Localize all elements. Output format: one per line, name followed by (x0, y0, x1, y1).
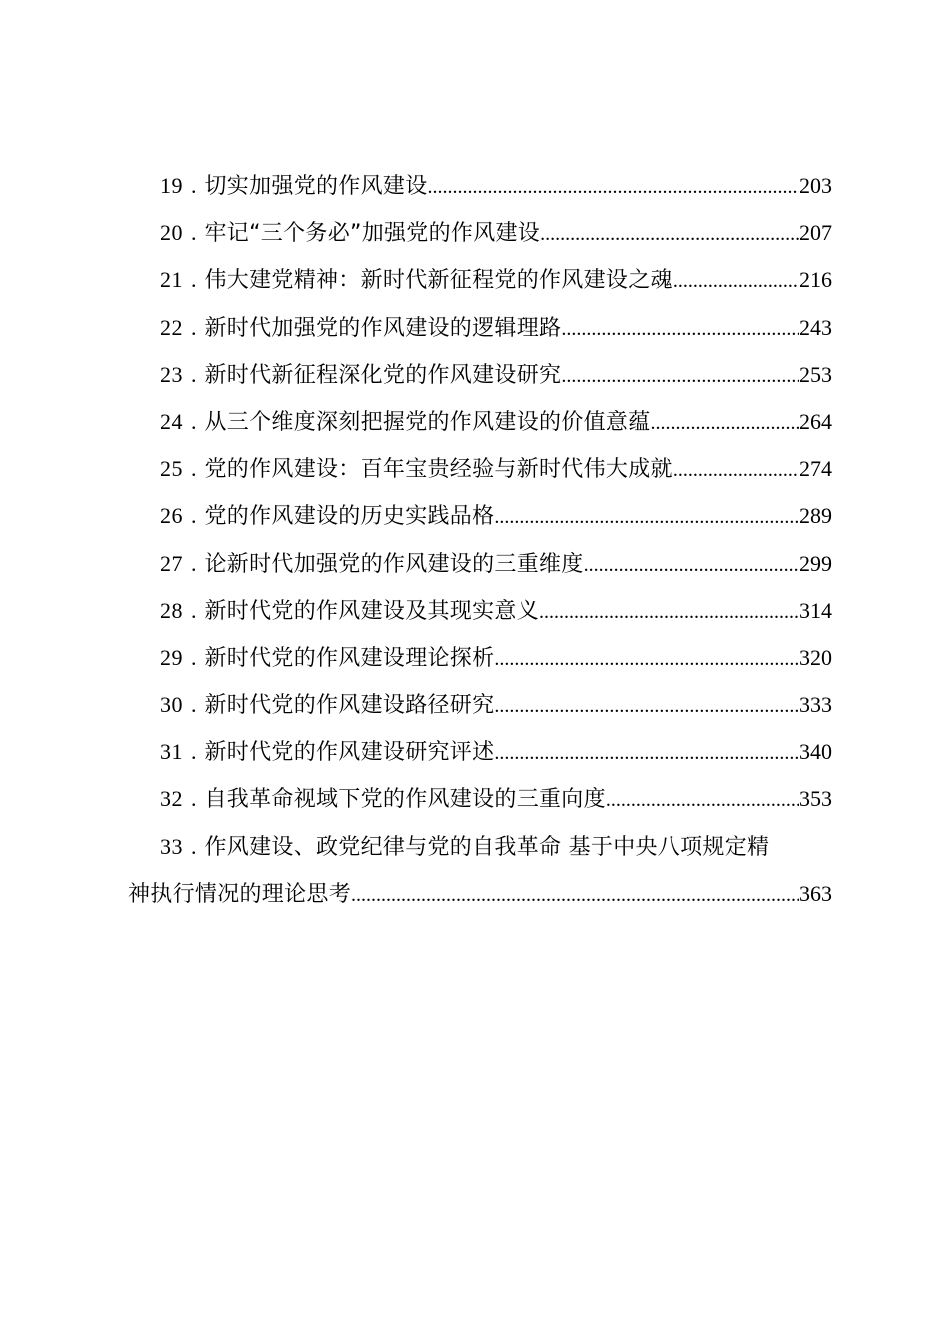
toc-entry-title: 新时代党的作风建设研究评述 (204, 740, 495, 766)
toc-entry-number: 23 (160, 361, 183, 387)
dot-leader (351, 872, 799, 919)
toc-entry-number: 21 (160, 267, 183, 293)
toc-entry[interactable] (128, 256, 832, 303)
toc-entry-number: 33 (160, 833, 183, 859)
toc-entry-title: 从三个维度深刻把握党的作风建设的价值意蕴 (204, 409, 651, 435)
toc-entry[interactable] (128, 398, 832, 445)
toc-entry[interactable] (128, 445, 832, 492)
toc-entry-title: 论新时代加强党的作风建设的三重维度 (204, 551, 584, 577)
toc-entry-number: 26 (160, 503, 183, 529)
toc-entry[interactable] (128, 540, 832, 587)
toc-entry-separator: . (191, 220, 197, 246)
toc-entry[interactable] (128, 304, 832, 351)
toc-entry-separator: . (191, 408, 197, 434)
toc-entry-page: 207 (799, 220, 832, 246)
toc-entry-page: 340 (799, 739, 832, 765)
toc-entry-separator: . (191, 267, 197, 293)
dot-leader (584, 542, 799, 589)
toc-entry-page: 203 (799, 173, 832, 198)
toc-entry-title: 牢记“三个务必”加强党的作风建设 (204, 221, 541, 247)
toc-entry-page: 274 (799, 456, 832, 482)
toc-entry-number: 20 (160, 220, 183, 246)
toc-entry-title: 新时代党的作风建设及其现实意义 (204, 598, 540, 624)
dot-leader (494, 730, 799, 777)
toc-entry-page: 333 (799, 692, 832, 718)
dot-leader (539, 589, 799, 636)
toc-entry[interactable] (128, 162, 832, 209)
toc-entry-page: 314 (799, 597, 832, 623)
dot-leader (494, 683, 799, 730)
toc-entry[interactable] (128, 492, 832, 539)
dot-leader (494, 494, 799, 541)
toc-entry-separator: . (191, 692, 197, 718)
toc-entry-number: 19 (160, 173, 183, 198)
toc-entry[interactable] (128, 209, 832, 256)
toc-entry-separator: . (191, 550, 197, 576)
toc-entry-wrapped-second-line[interactable] (128, 870, 832, 917)
toc-entry-number: 24 (160, 408, 183, 434)
toc-entry-title: 伟大建党精神：新时代新征程党的作风建设之魂 (204, 268, 673, 294)
toc-entry-page: 289 (799, 503, 832, 529)
toc-entry-page: 253 (799, 361, 832, 387)
toc-entry[interactable] (128, 681, 832, 728)
toc-entry[interactable] (128, 351, 832, 398)
toc-entry-page: 363 (799, 880, 832, 906)
toc-entry-page: 243 (799, 314, 832, 340)
dot-leader (651, 400, 799, 447)
toc-entry[interactable] (128, 775, 832, 822)
toc-entry-separator: . (191, 597, 197, 623)
toc-entry-title-line1: 作风建设、政党纪律与党的自我革命 基于中央八项规定精 (204, 834, 770, 860)
toc-entry-title: 新时代党的作风建设路径研究 (204, 693, 495, 719)
table-of-contents (128, 162, 832, 917)
toc-entry-number: 31 (160, 739, 183, 765)
toc-entry-number: 25 (160, 456, 183, 482)
toc-entry-title: 党的作风建设的历史实践品格 (204, 504, 495, 530)
toc-entry-title: 党的作风建设：百年宝贵经验与新时代伟大成就 (204, 457, 673, 483)
toc-entry-title: 自我革命视域下党的作风建设的三重向度 (204, 787, 606, 813)
toc-entry-page: 320 (799, 644, 832, 670)
dot-leader (540, 211, 799, 258)
toc-entry-number: 28 (160, 597, 183, 623)
toc-entry-page: 353 (799, 786, 832, 812)
dot-leader (606, 777, 799, 824)
toc-entry-page: 264 (799, 408, 832, 434)
toc-entry-separator: . (191, 786, 197, 812)
toc-entry-number: 32 (160, 786, 183, 812)
toc-entry-number: 22 (160, 314, 183, 340)
toc-entry-separator: . (191, 173, 197, 198)
toc-entry-page: 299 (799, 550, 832, 576)
toc-entry[interactable] (128, 634, 832, 681)
dot-leader (673, 258, 799, 305)
toc-entry-number: 29 (160, 644, 183, 670)
toc-entry-title: 切实加强党的作风建设 (204, 174, 428, 199)
toc-entry-number: 27 (160, 550, 183, 576)
toc-entry-separator: . (191, 314, 197, 340)
dot-leader (494, 636, 799, 683)
toc-entry-title: 新时代加强党的作风建设的逻辑理路 (204, 315, 562, 341)
toc-entry[interactable] (128, 728, 832, 775)
toc-entry-separator: . (191, 503, 197, 529)
dot-leader (561, 306, 799, 353)
dot-leader (428, 164, 799, 211)
toc-entry-separator: . (191, 833, 197, 859)
toc-entry-separator: . (191, 739, 197, 765)
toc-entry-title-line2: 神执行情况的理论思考 (128, 881, 352, 907)
toc-entry-title: 新时代党的作风建设理论探析 (204, 645, 495, 671)
dot-leader (673, 447, 799, 494)
toc-entry-page: 216 (799, 267, 832, 293)
toc-entry-number: 30 (160, 692, 183, 718)
toc-entry-separator: . (191, 456, 197, 482)
toc-entry-separator: . (191, 361, 197, 387)
toc-entry[interactable] (128, 587, 832, 634)
dot-leader (561, 353, 799, 400)
toc-entry-wrapped-first-line[interactable] (128, 823, 832, 870)
toc-entry-separator: . (191, 644, 197, 670)
toc-entry-title: 新时代新征程深化党的作风建设研究 (204, 362, 562, 388)
